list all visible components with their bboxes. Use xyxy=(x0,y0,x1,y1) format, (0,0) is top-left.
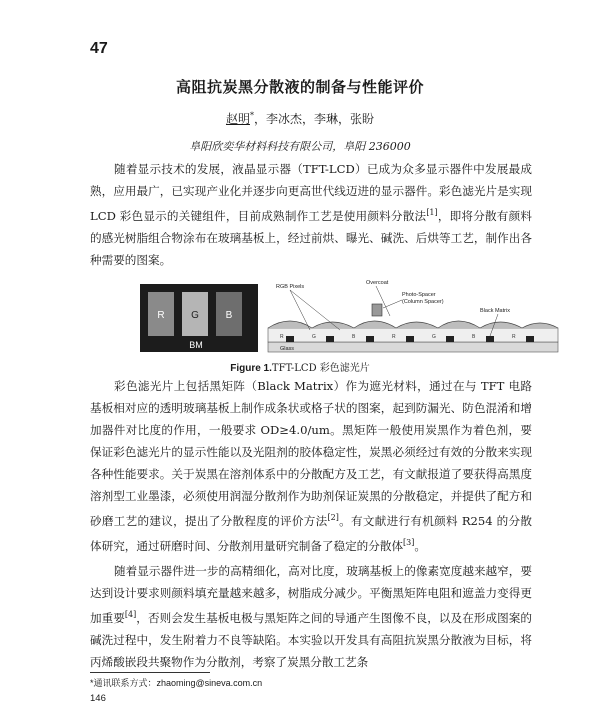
pixel-letter: B xyxy=(352,334,356,340)
citation-ref: [1] xyxy=(426,208,438,217)
author-line xyxy=(0,110,600,127)
paragraph-text: 彩色滤光片上包括黑矩阵（Black Matrix）作为遮光材料，通过在与 TFT 电路基板相对应的透明玻璃基板上制作成条状或格子状的图案，起到防漏光、防色混淆和增加器件对比度的作用，一般要求 OD≥4.0/um。黑矩阵一般使用炭黑作为着色剂，要保证彩色滤光片的显示性能以及光阻剂的胶体稳定性，炭黑必须经过有效的分散来实现各种性能要求。关于炭黑在溶剂体系中的分散配方及工艺，有文献报道了要获得高黑度溶剂型工业墨漆，必须使用润湿分散剂作为助剂保证炭黑的分散稳定，并提供了配方和砂磨工艺的建议，提出了分散程度的评价方法 xyxy=(90,379,532,528)
paper-title: 高阻抗炭黑分散液的制备与性能评价 xyxy=(175,78,424,96)
paragraph-text: 随着显示器件进一步的高精细化，高对比度，玻璃基板上的像素宽度越来越窄，要达到设计要求则颜料填充量越来越多，树脂成分减少。平衡黑矩阵电阻和遮盖力变得更加重要 xyxy=(90,564,532,625)
photo-spacer-shape xyxy=(372,304,382,316)
figure-1-graphic xyxy=(140,278,560,360)
label-overcoat: Overcoat xyxy=(366,280,389,286)
figure-caption xyxy=(0,359,600,374)
citation-ref: [2] xyxy=(327,513,339,522)
label-glass: Glass xyxy=(280,346,295,352)
pixel-letter: G xyxy=(432,334,436,340)
paragraph-text: ，否则会发生基板电极与黑矩阵之间的导通产生图像不良，以及在形成图案的碱洗过程中，发生附着力不良等缺陷。本实验以开发具有高阻抗炭黑分散液为目标，将丙烯酸嵌段共聚物作为分散剂，考察了炭黑分散工艺条 xyxy=(90,610,532,669)
affiliation: 阜阳欣奕华材料科技有限公司，阜阳 236000 xyxy=(189,140,411,153)
photo-letter-b: B xyxy=(225,310,233,321)
pixel-letter: G xyxy=(312,334,316,340)
label-rgb-pixels: RGB Pixels xyxy=(276,284,305,290)
pixel-letter: R xyxy=(392,334,396,340)
first-author: 赵明 xyxy=(225,112,250,126)
label-column-spacer: (Column Spacer) xyxy=(402,299,444,305)
figure-1 xyxy=(140,278,560,360)
overcoat-layer xyxy=(268,321,558,328)
figure-caption-text: TFT-LCD 彩色滤光片 xyxy=(271,363,370,374)
photo-bm-label: BM xyxy=(189,340,203,350)
glass-layer xyxy=(268,342,558,352)
paragraph-text: 。有文献进行有机颜料 R254 的分散体研究，通过研磨时间、分散剂用量研究制备了稳定的分散体 xyxy=(90,513,532,553)
footnote-divider xyxy=(90,672,210,673)
figure-caption-label: Figure 1. xyxy=(230,363,272,374)
page-number-bottom: 146 xyxy=(90,693,106,704)
photo-letter-g: G xyxy=(191,310,199,321)
label-black-matrix: Black Matrix xyxy=(480,308,510,314)
citation-ref: [3] xyxy=(403,537,415,547)
photo-letter-r: R xyxy=(157,310,165,321)
paragraph-text: ，即将分散有颜料的感光树脂组合物涂布在玻璃基板上，经过前烘、曝光、碱洗、后烘等工艺，制作出各种需要的图案。 xyxy=(90,208,532,267)
pixel-letter: B xyxy=(472,334,476,340)
label-photo-spacer: Photo-Spacer xyxy=(402,292,436,298)
paragraph-intro xyxy=(90,158,532,271)
pixel-letter: R xyxy=(512,334,516,340)
page-number-top: 47 xyxy=(90,40,108,57)
footnote-contact: *通讯联系方式：zhaoming@sineva.com.cn xyxy=(90,678,263,688)
paragraph-objective xyxy=(90,560,532,673)
citation-ref: [4] xyxy=(124,610,137,619)
paragraph-text: 。 xyxy=(414,538,426,553)
paragraph-text: 随着显示技术的发展，液晶显示器（TFT-LCD）已成为众多显示器件中发展最成熟，应用最广，已实现产业化并逐步向更高世代线迈进的显示器件。彩色滤光片是实现 LCD 彩色显示的关键组件，目前成熟制作工艺是使用颜料分散法 xyxy=(90,162,532,223)
paragraph-black-matrix xyxy=(90,375,532,557)
other-authors: ，李冰杰，李琳，张盼 xyxy=(254,112,375,126)
corresponding-mark: * xyxy=(250,111,254,120)
pixel-letter: R xyxy=(280,334,284,340)
